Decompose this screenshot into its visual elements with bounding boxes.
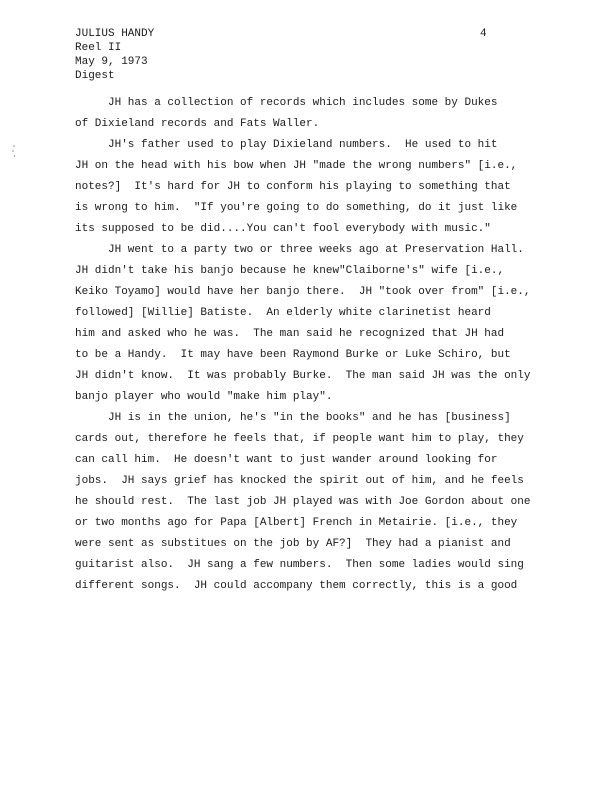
body-line: JH went to a party two or three weeks ago at Preservation Hall. bbox=[75, 244, 524, 256]
body-line: notes?] It's hard for JH to conform his playing to something that bbox=[75, 181, 511, 193]
body-line: different songs. JH could accompany them correctly, this is a good bbox=[75, 580, 518, 592]
body-line: JH didn't know. It was probably Burke. The man said JH was the only bbox=[75, 370, 531, 382]
body-line: JH's father used to play Dixieland numbers. He used to hit bbox=[75, 139, 498, 151]
body-line: were sent as substitues on the job by AF?] They had a pianist and bbox=[75, 538, 511, 550]
body-line: is wrong to him. "If you're going to do something, do it just like bbox=[75, 202, 518, 214]
page-number: 4 bbox=[480, 28, 487, 40]
body-line: or two months ago for Papa [Albert] French in Metairie. [i.e., they bbox=[75, 517, 518, 529]
header-date: May 9, 1973 bbox=[75, 56, 148, 68]
body-line: he should rest. The last job JH played was with Joe Gordon about one bbox=[75, 496, 531, 508]
body-line: its supposed to be did....You can't fool everybody with music." bbox=[75, 223, 491, 235]
body-line: JH didn't take his banjo because he knew"Claiborne's" wife [i.e., bbox=[75, 265, 505, 277]
body-line: of Dixieland records and Fats Waller. bbox=[75, 118, 320, 130]
body-line: banjo player who would "make him play". bbox=[75, 391, 333, 403]
body-line: Keiko Toyamo] would have her banjo there. JH "took over from" [i.e., bbox=[75, 286, 531, 298]
body-text bbox=[75, 93, 575, 597]
body-line: him and asked who he was. The man said he recognized that JH had bbox=[75, 328, 505, 340]
body-line: to be a Handy. It may have been Raymond Burke or Luke Schiro, but bbox=[75, 349, 511, 361]
header-name: JULIUS HANDY bbox=[75, 28, 155, 40]
body-line: followed] [Willie] Batiste. An elderly white clarinetist heard bbox=[75, 307, 491, 319]
body-line: can call him. He doesn't want to just wander around looking for bbox=[75, 454, 498, 466]
body-line: cards out, therefore he feels that, if people want him to play, they bbox=[75, 433, 524, 445]
body-line: JH on the head with his bow when JH "made the wrong numbers" [i.e., bbox=[75, 160, 518, 172]
body-line: jobs. JH says grief has knocked the spirit out of him, and he feels bbox=[75, 475, 524, 487]
margin-mark bbox=[11, 143, 17, 159]
body-line: JH has a collection of records which includes some by Dukes bbox=[75, 97, 498, 109]
body-line: guitarist also. JH sang a few numbers. Then some ladies would sing bbox=[75, 559, 524, 571]
header-reel: Reel II bbox=[75, 42, 122, 54]
document-header bbox=[75, 27, 154, 83]
body-line: JH is in the union, he's "in the books" and he has [business] bbox=[75, 412, 511, 424]
header-type: Digest bbox=[75, 70, 115, 82]
